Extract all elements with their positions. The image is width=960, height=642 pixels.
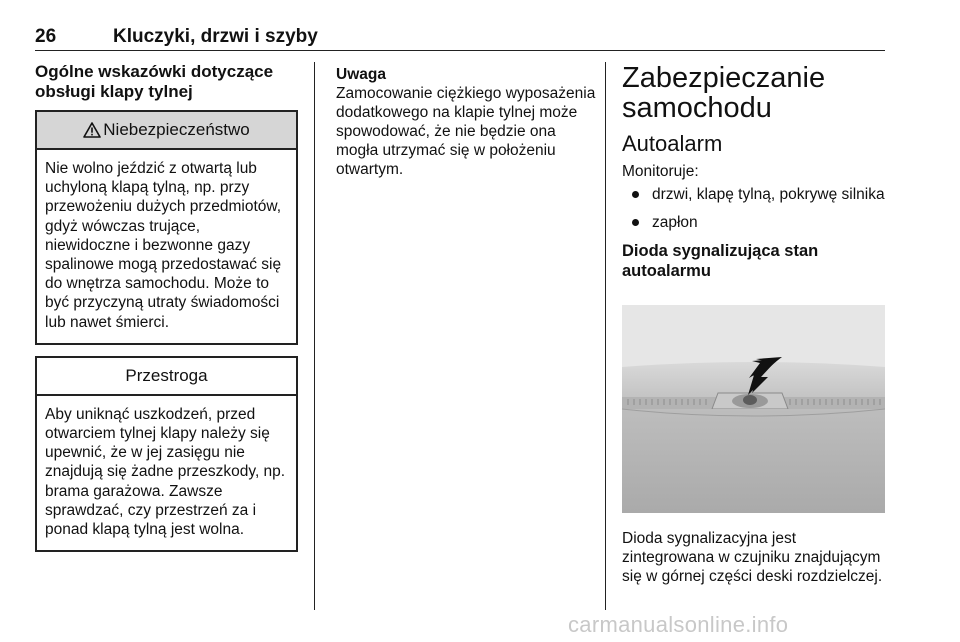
right-column [622,63,890,281]
list-item [622,213,890,232]
danger-box-header [37,112,296,150]
dashboard-sensor-figure [622,305,885,513]
page-number: 26 [35,26,57,47]
chapter-title: Kluczyki, drzwi i szyby [113,26,318,47]
bullet-icon [632,191,639,198]
led-heading: Dioda sygnalizująca stan autoalarmu [622,242,819,280]
danger-box [35,110,298,345]
note-text: Zamocowanie ciężkiego wyposażenia dodatkowego na klapie tylnej może spowodować, że nie będzie ona mogła utrzymać się w położeniu otwartym. [336,85,596,178]
danger-box-text: Nie wolno jeździć z otwartą lub uchyloną klapą tylną, np. przy przewożeniu dużych przedmiotów, gdyż wówczas trujące, niewidoczne i bezwonne gazy spalinowe mogą przedostawać się do wnętrza samochodu. Może to być przyczyną utraty świadomości lub nawet śmierci. [45,160,282,331]
list-item [622,185,890,204]
watermark: carmanualsonline.info [568,612,789,637]
dashboard-illustration [622,305,885,513]
danger-box-title: Niebezpieczeństwo [103,120,250,139]
caution-box [35,356,298,552]
list-item-text: zapłon [652,214,698,231]
header-divider [35,50,885,51]
middle-column [336,65,596,179]
section-title: Ogólne wskazówki dotyczące obsługi klapy tylnej [35,62,274,101]
main-heading: Zabezpieczanie samochodu [622,62,826,124]
page-header [35,26,885,50]
column-divider-left [314,62,315,610]
caution-box-title: Przestroga [125,365,208,385]
figure-caption: Dioda sygnalizacyjna jest zintegrowana w czujniku znajdującym się w górnej części deski rozdzielczej. [622,530,883,585]
monitor-list [622,185,890,232]
subheading: Autoalarm [622,131,723,156]
left-column [35,62,298,563]
bullet-icon [632,219,639,226]
column-divider-right [605,62,606,610]
warning-triangle-icon [83,122,101,138]
list-item-text: drzwi, klapę tylną, pokrywę silnika [652,186,885,203]
note-title: Uwaga [336,66,386,83]
led-indicator [743,395,757,405]
monitors-label: Monitoruje: [622,163,699,180]
caution-box-text: Aby uniknąć uszkodzeń, przed otwarciem tylnej klapy należy się upewnić, że w jej zasięgu nie znajdują się żadne przeszkody, np. brama garażowa. Zawsze sprawdzać, czy przestrzeń za i ponad klapą tylną jest wolna. [45,405,286,539]
caution-box-header [37,358,296,396]
